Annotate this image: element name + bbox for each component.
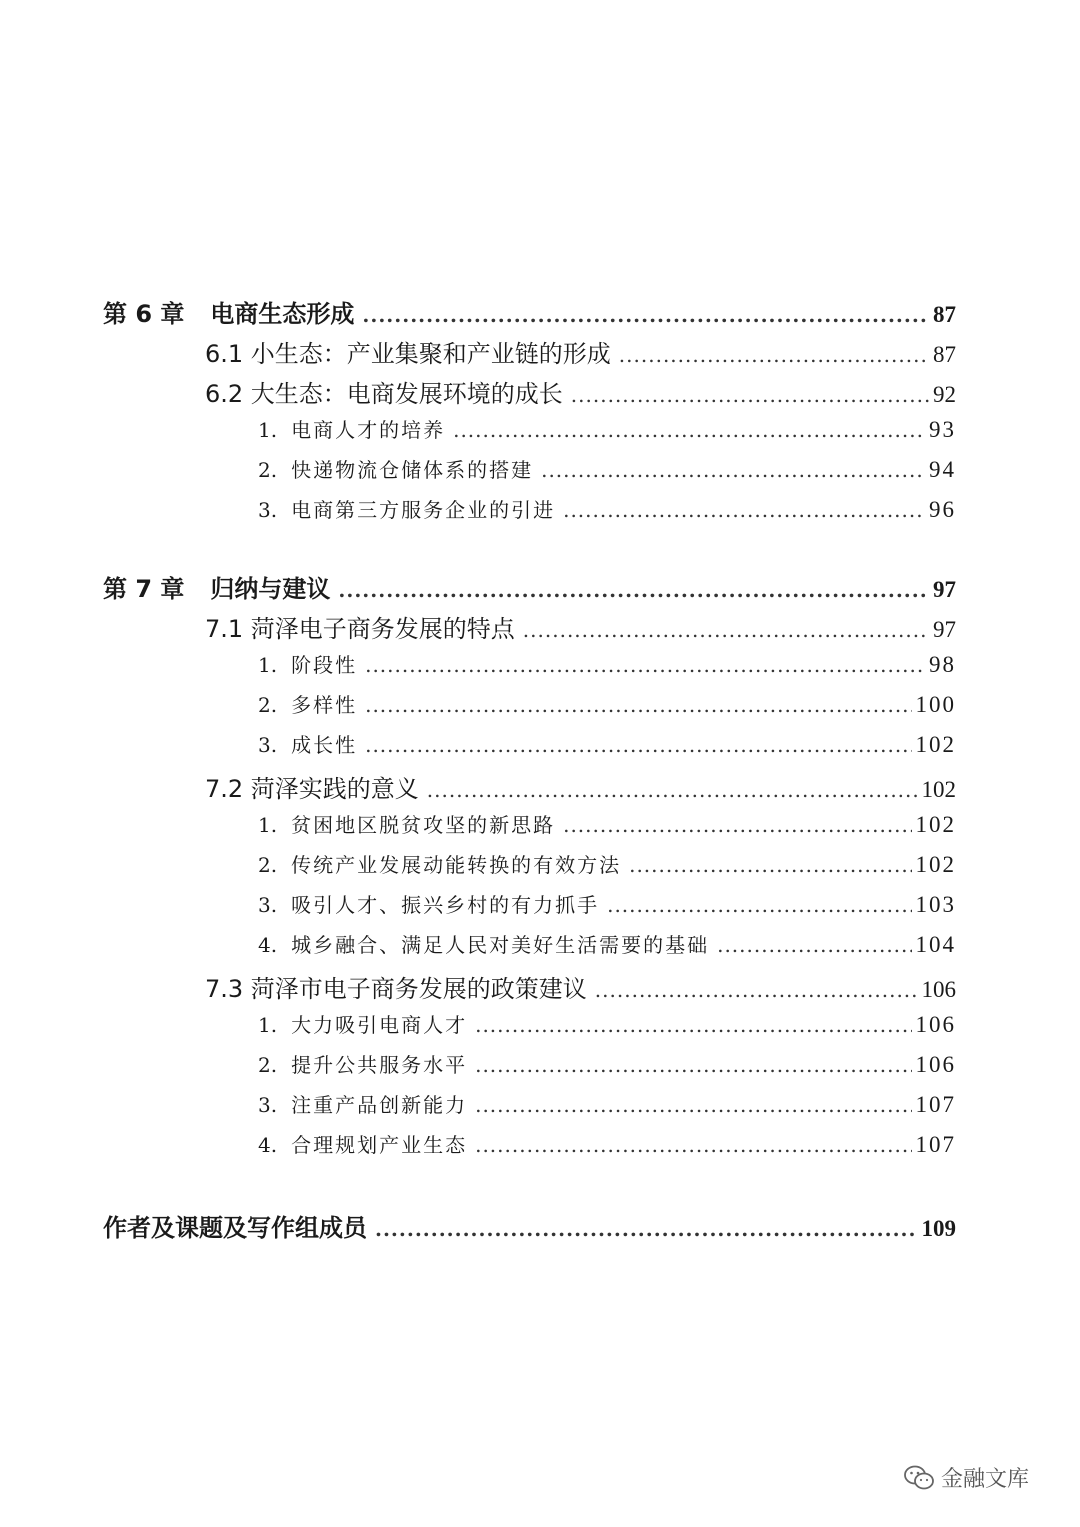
- dot-leader: [365, 693, 911, 717]
- toc-entry-title: 7.2 菏泽实践的意义: [205, 775, 419, 803]
- toc-entry-title: [258, 889, 599, 918]
- page-number: 93: [929, 417, 956, 442]
- chapter-label: 第 7 章: [103, 575, 185, 603]
- toc-subsection-7-1-1[interactable]: [258, 649, 956, 685]
- toc-entry-title: [258, 494, 555, 523]
- page-number: 102: [915, 812, 956, 837]
- toc-authors[interactable]: [103, 1208, 956, 1244]
- toc-entry-title: 作者及课题及写作组成员: [103, 1214, 367, 1242]
- toc-subsection-7-3-2[interactable]: [258, 1049, 956, 1085]
- page-number: 94: [929, 457, 956, 482]
- item-title: 大力吸引电商人才: [291, 1013, 468, 1037]
- watermark: [903, 1462, 1029, 1493]
- item-number: 1.: [258, 1013, 278, 1037]
- page-number: 87: [933, 342, 956, 367]
- toc-entry-title: 6.1 小生态：产业集聚和产业链的形成: [205, 340, 611, 368]
- item-number: 2.: [258, 1053, 278, 1077]
- toc-subsection-6-2-1[interactable]: [258, 414, 956, 450]
- chapter-title: 电商生态形成: [210, 300, 355, 328]
- page-number: 106: [915, 1012, 956, 1037]
- page-number: 102: [921, 777, 956, 802]
- page-number: 96: [929, 497, 956, 522]
- toc-entry-title: [258, 649, 357, 678]
- page-number: 104: [915, 932, 956, 957]
- dot-leader: [563, 813, 911, 837]
- dot-leader: [717, 933, 911, 957]
- toc-entry-title: [258, 1089, 467, 1118]
- dot-leader: [338, 578, 929, 602]
- dot-leader: [523, 618, 929, 642]
- toc-section-6-2[interactable]: [205, 374, 956, 410]
- dot-leader: [619, 343, 929, 367]
- dot-leader: [475, 1093, 911, 1117]
- page-number: 102: [915, 852, 956, 877]
- toc-entry-title: [258, 414, 445, 443]
- item-number: 1.: [258, 418, 278, 442]
- page-number: 100: [915, 692, 956, 717]
- item-title: 传统产业发展动能转换的有效方法: [291, 853, 622, 877]
- item-number: 3.: [258, 1093, 278, 1117]
- toc-entry-title: [103, 569, 330, 604]
- dot-leader: [607, 893, 911, 917]
- dot-leader: [362, 303, 929, 327]
- item-number: 4.: [258, 933, 278, 957]
- item-title: 多样性: [291, 693, 358, 717]
- page-number: 97: [933, 617, 956, 642]
- item-number: 1.: [258, 653, 278, 677]
- page-number: 106: [921, 977, 956, 1002]
- dot-leader: [475, 1053, 911, 1077]
- toc-subsection-7-3-3[interactable]: [258, 1089, 956, 1125]
- dot-leader: [453, 418, 925, 442]
- item-title: 吸引人才、振兴乡村的有力抓手: [291, 893, 600, 917]
- page-number: 103: [915, 892, 956, 917]
- toc-entry-title: 6.2 大生态：电商发展环境的成长: [205, 380, 563, 408]
- toc-subsection-7-2-4[interactable]: [258, 929, 956, 965]
- page-number: 87: [933, 302, 956, 327]
- item-title: 电商第三方服务企业的引进: [291, 498, 556, 522]
- page-number: 97: [933, 577, 956, 602]
- item-title: 贫困地区脱贫攻坚的新思路: [291, 813, 556, 837]
- watermark-text: 金融文库: [941, 1467, 1030, 1492]
- dot-leader: [365, 653, 925, 677]
- toc-subsection-7-2-3[interactable]: [258, 889, 956, 925]
- toc-entry-title: 7.1 菏泽电子商务发展的特点: [205, 615, 515, 643]
- toc-subsection-6-2-3[interactable]: [258, 494, 956, 530]
- toc-subsection-7-1-3[interactable]: [258, 729, 956, 765]
- item-number: 1.: [258, 813, 278, 837]
- toc-section-7-2[interactable]: [205, 769, 956, 805]
- toc-entry-title: [258, 1009, 467, 1038]
- toc-entry-title: [258, 689, 357, 718]
- toc-entry-title: [258, 1049, 467, 1078]
- item-title: 阶段性: [291, 653, 358, 677]
- wechat-icon: [903, 1464, 935, 1492]
- toc-chapter-7[interactable]: [103, 569, 956, 605]
- dot-leader: [475, 1133, 911, 1157]
- item-number: 3.: [258, 498, 278, 522]
- dot-leader: [365, 733, 911, 757]
- dot-leader: [375, 1217, 918, 1241]
- toc-entry-title: [103, 294, 354, 329]
- dot-leader: [563, 498, 925, 522]
- item-title: 快递物流仓储体系的搭建: [291, 458, 534, 482]
- toc-subsection-7-1-2[interactable]: [258, 689, 956, 725]
- item-number: 4.: [258, 1133, 278, 1157]
- toc-subsection-7-2-1[interactable]: [258, 809, 956, 845]
- page-number: 92: [933, 382, 956, 407]
- page-number: 107: [915, 1092, 956, 1117]
- page-number: 102: [915, 732, 956, 757]
- toc-entry-title: [258, 929, 709, 958]
- toc-section-6-1[interactable]: [205, 334, 956, 370]
- toc-section-7-3[interactable]: [205, 969, 956, 1005]
- item-title: 成长性: [291, 733, 358, 757]
- toc-entry-title: [258, 849, 621, 878]
- page-number: 109: [921, 1216, 956, 1241]
- item-number: 3.: [258, 893, 278, 917]
- item-title: 城乡融合、满足人民对美好生活需要的基础: [291, 933, 710, 957]
- dot-leader: [629, 853, 911, 877]
- chapter-label: 第 6 章: [103, 300, 185, 328]
- page-number: 98: [929, 652, 956, 677]
- dot-leader: [541, 458, 925, 482]
- item-number: 2.: [258, 693, 278, 717]
- page-number: 106: [915, 1052, 956, 1077]
- item-title: 注重产品创新能力: [291, 1093, 468, 1117]
- toc-chapter-6[interactable]: [103, 294, 956, 330]
- item-title: 合理规划产业生态: [291, 1133, 468, 1157]
- toc-subsection-7-2-2[interactable]: [258, 849, 956, 885]
- toc-subsection-6-2-2[interactable]: [258, 454, 956, 490]
- toc-subsection-7-3-4[interactable]: [258, 1129, 956, 1165]
- toc-entry-title: [258, 729, 357, 758]
- toc-entry-title: 7.3 菏泽市电子商务发展的政策建议: [205, 975, 587, 1003]
- item-title: 电商人才的培养: [291, 418, 446, 442]
- dot-leader: [475, 1013, 911, 1037]
- item-number: 2.: [258, 458, 278, 482]
- toc-subsection-7-3-1[interactable]: [258, 1009, 956, 1045]
- page-number: 107: [915, 1132, 956, 1157]
- dot-leader: [595, 978, 918, 1002]
- toc-entry-title: [258, 1129, 467, 1158]
- dot-leader: [427, 778, 918, 802]
- item-number: 2.: [258, 853, 278, 877]
- item-title: 提升公共服务水平: [291, 1053, 468, 1077]
- toc-section-7-1[interactable]: [205, 609, 956, 645]
- chapter-title: 归纳与建议: [210, 575, 331, 603]
- item-number: 3.: [258, 733, 278, 757]
- dot-leader: [571, 383, 929, 407]
- toc-entry-title: [258, 809, 555, 838]
- toc-entry-title: [258, 454, 533, 483]
